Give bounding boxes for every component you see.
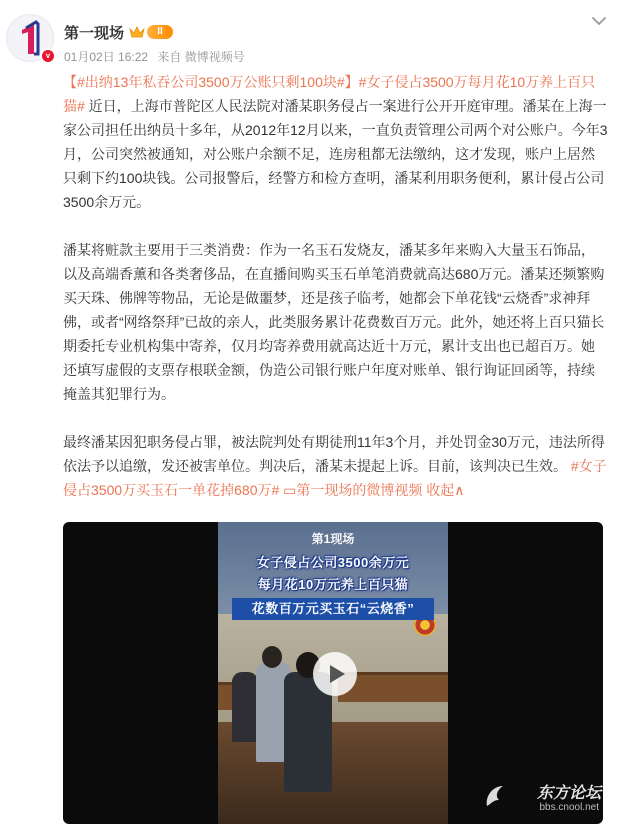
video-caption: 每月花10万元养上百只猫 — [257, 577, 409, 592]
video-logo: 第1现场 — [311, 532, 355, 546]
person-head — [262, 646, 282, 668]
collapse-button[interactable]: 收起∧ — [422, 482, 465, 498]
post-source: 来自 微博视频号 — [157, 50, 245, 64]
person-figure — [232, 672, 258, 742]
author-name[interactable]: 第一现场 — [64, 24, 125, 42]
chevron-down-icon[interactable] — [590, 14, 608, 28]
crown-icon — [129, 25, 145, 39]
watermark — [481, 778, 601, 818]
watermark-name: 东方论坛 — [536, 785, 601, 802]
paragraph-text: 最终潘某因犯职务侵占罪，被法院判处有期徒刑11年3个月，并处罚金30万元，违法所得依法予以追缴，发还被害单位。判决后，潘某未提起上诉。目前，该判决已生效。 — [63, 434, 605, 474]
level-badge: II — [147, 25, 173, 39]
verified-badge-icon: v — [40, 48, 56, 64]
post-meta — [64, 48, 251, 65]
paragraph-2: 潘某将赃款主要用于三类消费：作为一名玉石发烧友，潘某多年来购入大量玉石饰品，以及高端香薰和各类奢侈品，在直播间购买玉石单笔消费就高达680万元。潘某还频繁购买天珠、佛牌等物品，无论是做噩梦，还是孩子临考，她都会下单花钱“云烧香”求神拜佛，或者“网络祭拜”已故的亲人，此类服务累计花费数百万元。此外，她还将上百只猫长期委托专业机构集中寄养，仅月均寄养费用就高达近十万元，累计支出也已超百万。她还填写虚假的支票存根联金额，伪造公司银行账户年度对账单、银行询证回函等，持续掩盖其犯罪行为。 — [63, 242, 605, 402]
video-caption-banner: 花数百万元买玉石“云烧香” — [232, 598, 434, 620]
avatar[interactable] — [6, 14, 56, 64]
paragraph-text: 近日，上海市普陀区人民法院对潘某职务侵占一案进行公开开庭审理。潘某在上海一家公司担任出纳员十多年，从2012年12月以来，一直负责管理公司两个对公账户。今年3月，公司突然被通知，对公账户余额不足，连房租都无法缴纳，这才发现，账户上居然只剩下约100块钱。公司报警后，经警方和检方查明，潘某利用职务便利，累计侵占公司3500余万元。 — [63, 98, 608, 210]
play-button[interactable] — [313, 652, 357, 696]
hashtag-link[interactable]: 【#出纳13年私吞公司3500万公账只剩100块#】 — [63, 74, 359, 90]
watermark-url: bbs.cnool.net — [539, 802, 599, 813]
play-icon — [328, 664, 346, 684]
paragraph-1 — [63, 70, 608, 214]
video-player[interactable] — [63, 522, 603, 824]
post-body — [63, 70, 608, 502]
hashtag-link[interactable]: #女子侵占3500万每月花10万养上百只猫# — [63, 74, 596, 114]
post-header — [0, 0, 624, 70]
video-link[interactable]: ▭第一现场的微博视频 — [279, 482, 423, 498]
paragraph-3 — [63, 430, 608, 502]
watermark-logo-icon — [483, 782, 509, 812]
video-caption: 女子侵占公司3500余万元 — [256, 555, 410, 570]
hashtag-link[interactable]: #女子侵占3500万买玉石一单花掉680万# — [63, 458, 607, 498]
post-date[interactable]: 01月02日 16:22 — [64, 50, 149, 64]
